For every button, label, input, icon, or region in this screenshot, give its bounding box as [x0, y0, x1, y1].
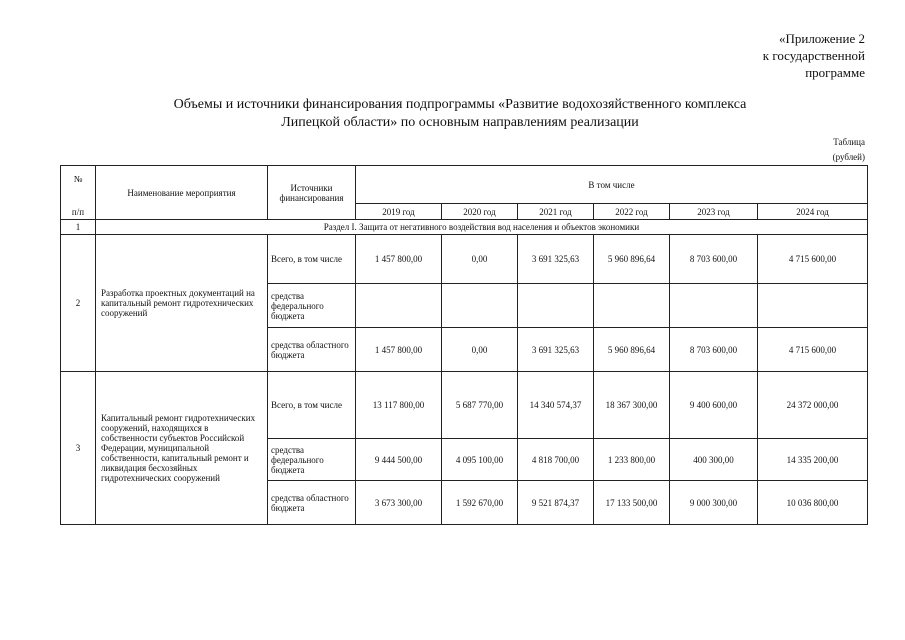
value-cell: [758, 284, 868, 328]
value-cell: 9 400 600,00: [670, 372, 758, 439]
value-cell: 17 133 500,00: [594, 481, 670, 525]
item-name: Разработка проектных документаций на капитальный ремонт гидротехнических сооружений: [96, 235, 268, 372]
value-cell: 3 691 325,63: [518, 235, 594, 284]
header-year: 2023 год: [670, 204, 758, 220]
appendix-line-1: «Приложение 2: [778, 31, 865, 46]
source-cell: средства областного бюджета: [268, 481, 356, 525]
header-row-1: [61, 166, 868, 204]
header-num-top: №: [61, 166, 96, 204]
header-source: Источники финансирования: [268, 166, 356, 220]
source-cell: Всего, в том числе: [268, 372, 356, 439]
source-cell: средства федерального бюджета: [268, 284, 356, 328]
section-title: Раздел I. Защита от негативного воздействия вод населения и объектов экономики: [96, 220, 868, 235]
header-num-bottom: п/п: [61, 204, 96, 220]
value-cell: 4 715 600,00: [758, 235, 868, 284]
appendix-line-3: программе: [805, 65, 865, 80]
title-line-2: Липецкой области» по основным направлениям реализации: [281, 115, 639, 130]
table-row: [61, 235, 868, 284]
value-cell: 3 691 325,63: [518, 328, 594, 372]
value-cell: 0,00: [442, 328, 518, 372]
table-row: [61, 372, 868, 439]
value-cell: 5 960 896,64: [594, 328, 670, 372]
value-cell: 9 000 300,00: [670, 481, 758, 525]
value-cell: 9 444 500,00: [356, 439, 442, 481]
appendix-line-2: к государственной: [762, 48, 865, 63]
source-cell: средства федерального бюджета: [268, 439, 356, 481]
header-including: В том числе: [356, 166, 868, 204]
value-cell: 3 673 300,00: [356, 481, 442, 525]
value-cell: [594, 284, 670, 328]
value-cell: [356, 284, 442, 328]
section-row: [61, 220, 868, 235]
header-name: Наименование мероприятия: [96, 166, 268, 220]
header-year: 2020 год: [442, 204, 518, 220]
value-cell: 9 521 874,37: [518, 481, 594, 525]
value-cell: 14 340 574,37: [518, 372, 594, 439]
item-num: 2: [61, 235, 96, 372]
value-cell: 13 117 800,00: [356, 372, 442, 439]
value-cell: 24 372 000,00: [758, 372, 868, 439]
financing-table: [60, 165, 868, 525]
value-cell: 4 095 100,00: [442, 439, 518, 481]
source-cell: Всего, в том числе: [268, 235, 356, 284]
header-year: 2019 год: [356, 204, 442, 220]
unit-label: (рублей): [832, 152, 865, 162]
value-cell: [442, 284, 518, 328]
title-line-1: Объемы и источники финансирования подпрограммы «Развитие водохозяйственного комплекса: [173, 97, 747, 112]
value-cell: 5 687 770,00: [442, 372, 518, 439]
table-label: Таблица: [833, 137, 865, 147]
header-year: 2024 год: [758, 204, 868, 220]
value-cell: 14 335 200,00: [758, 439, 868, 481]
value-cell: 5 960 896,64: [594, 235, 670, 284]
header-year: 2021 год: [518, 204, 594, 220]
source-cell: средства областного бюджета: [268, 328, 356, 372]
value-cell: 8 703 600,00: [670, 235, 758, 284]
section-num: 1: [61, 220, 96, 235]
value-cell: 10 036 800,00: [758, 481, 868, 525]
value-cell: 4 715 600,00: [758, 328, 868, 372]
item-num: 3: [61, 372, 96, 525]
value-cell: 0,00: [442, 235, 518, 284]
value-cell: [670, 284, 758, 328]
value-cell: 1 233 800,00: [594, 439, 670, 481]
value-cell: 400 300,00: [670, 439, 758, 481]
value-cell: 1 457 800,00: [356, 328, 442, 372]
value-cell: 1 592 670,00: [442, 481, 518, 525]
value-cell: [518, 284, 594, 328]
appendix-note: [665, 30, 865, 81]
document-title: [120, 96, 800, 132]
value-cell: 18 367 300,00: [594, 372, 670, 439]
value-cell: 1 457 800,00: [356, 235, 442, 284]
header-year: 2022 год: [594, 204, 670, 220]
value-cell: 4 818 700,00: [518, 439, 594, 481]
value-cell: 8 703 600,00: [670, 328, 758, 372]
item-name: Капитальный ремонт гидротехнических сооружений, находящихся в собственности субъектов Российской Федерации, муниципальной собственности, капитальный ремонт и ликвидация бесхозяйных гидротехнических сооружений: [96, 372, 268, 525]
